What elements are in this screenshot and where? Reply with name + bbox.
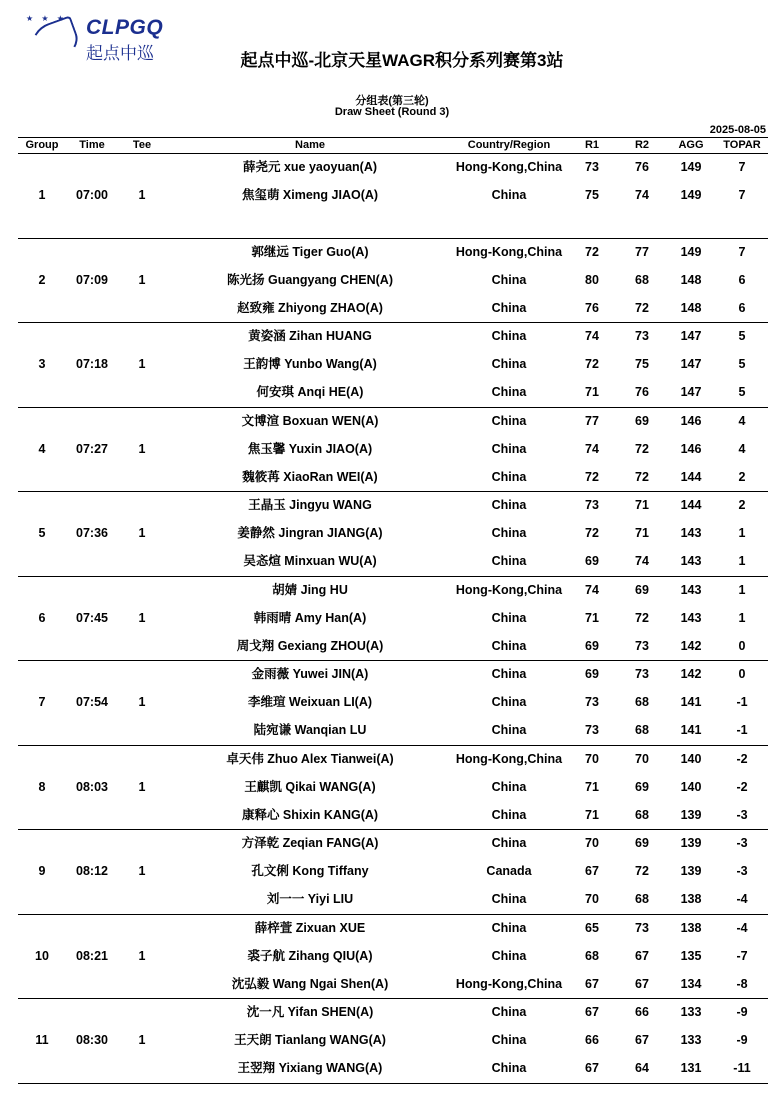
player-topar: 0 [738, 638, 746, 653]
player-agg: 142 [680, 667, 702, 681]
group-tee: 1 [138, 526, 146, 540]
player-r1: 71 [585, 779, 599, 794]
player-country: China [491, 413, 527, 428]
group-group: 7 [38, 695, 46, 709]
player-topar: 5 [738, 385, 746, 400]
player-agg: 149 [680, 244, 702, 259]
player-topar: -8 [736, 976, 748, 991]
subtitle-cn: 分组表(第三轮) [355, 95, 429, 107]
player-name: 王翌翔 Yixiang WANG(A) [237, 1061, 383, 1076]
player-agg: 148 [680, 272, 702, 287]
player-r1: 70 [585, 751, 599, 766]
player-r1: 71 [585, 610, 599, 625]
player-topar: -7 [736, 948, 748, 963]
group-tee: 1 [138, 779, 146, 794]
player-country: Hong-Kong,China [455, 244, 563, 259]
player-topar: 1 [738, 554, 746, 569]
player-name: 何安琪 Anqi HE(A) [256, 385, 364, 400]
player-name: 周戈翔 Gexiang ZHOU(A) [236, 638, 384, 653]
player-topar: 6 [738, 300, 746, 315]
player-agg: 141 [680, 695, 702, 710]
player-name: 沈一凡 Yifan SHEN(A) [246, 1005, 374, 1019]
player-r1: 69 [585, 638, 599, 653]
group-block [18, 829, 768, 915]
group-group: 10 [35, 948, 49, 963]
group-tee: 1 [138, 948, 146, 963]
player-r1: 66 [585, 1033, 599, 1048]
player-r2: 68 [635, 272, 649, 287]
player-topar: 5 [738, 357, 746, 372]
player-topar: -4 [736, 920, 748, 935]
group-time: 08:21 [76, 948, 108, 963]
player-agg: 141 [680, 723, 702, 738]
player-agg: 147 [680, 385, 702, 400]
column-header-time: Time [79, 139, 105, 151]
player-r2: 69 [635, 779, 649, 794]
column-header-group: Group [25, 139, 59, 151]
player-agg: 149 [680, 188, 702, 203]
player-topar: 2 [738, 469, 746, 484]
player-name: 胡婧 Jing HU [272, 582, 348, 597]
player-name: 金雨薇 Yuwei JIN(A) [251, 667, 369, 681]
player-agg: 143 [680, 582, 702, 597]
player-topar: -3 [736, 864, 748, 879]
player-topar: -9 [736, 1033, 748, 1048]
player-country: China [491, 836, 527, 850]
player-r2: 70 [635, 751, 649, 766]
player-name: 陈光扬 Guangyang CHEN(A) [227, 272, 393, 287]
player-r1: 67 [585, 864, 599, 879]
player-r2: 74 [635, 188, 649, 203]
player-r2: 73 [635, 667, 649, 681]
player-r2: 71 [635, 526, 649, 541]
player-r1: 73 [585, 160, 599, 174]
player-r2: 71 [635, 498, 649, 512]
player-r2: 68 [635, 892, 649, 907]
player-r2: 76 [635, 385, 649, 400]
player-topar: -11 [733, 1061, 751, 1076]
player-r2: 66 [635, 1005, 649, 1019]
player-r2: 69 [635, 413, 649, 428]
player-country: Hong-Kong,China [455, 160, 563, 174]
player-country: China [491, 300, 527, 315]
player-topar: 4 [738, 441, 746, 456]
group-group: 4 [38, 441, 46, 456]
player-r1: 72 [585, 469, 599, 484]
player-r1: 67 [585, 976, 599, 991]
player-r1: 72 [585, 526, 599, 541]
player-name: 姜静然 Jingran JIANG(A) [237, 526, 383, 541]
group-time: 08:03 [76, 779, 108, 794]
player-topar: 0 [738, 667, 746, 681]
player-country: China [491, 1033, 527, 1048]
logo-text-en: CLPGQ [86, 16, 164, 39]
stars-icon: ★ ★ ★ [26, 14, 67, 23]
group-time: 07:18 [76, 357, 108, 371]
player-name: 沈弘毅 Wang Ngai Shen(A) [231, 976, 389, 991]
player-r1: 71 [585, 385, 599, 400]
player-name: 薛梓萱 Zixuan XUE [254, 920, 366, 935]
player-country: China [491, 1005, 527, 1019]
date: 2025-08-05 [709, 124, 766, 136]
player-r1: 71 [585, 807, 599, 822]
player-topar: 1 [738, 582, 746, 597]
player-r2: 67 [635, 976, 649, 991]
player-name: 郭继远 Tiger Guo(A) [251, 244, 369, 259]
player-r2: 72 [635, 441, 649, 456]
player-topar: 7 [738, 244, 746, 259]
group-time: 07:09 [76, 272, 108, 287]
player-country: China [491, 272, 527, 287]
player-agg: 144 [680, 498, 702, 512]
group-block [18, 322, 768, 408]
player-country: China [491, 892, 527, 907]
player-topar: -4 [736, 892, 748, 907]
player-r2: 72 [635, 300, 649, 315]
group-group: 1 [38, 188, 46, 202]
player-r1: 70 [585, 836, 599, 850]
player-r2: 68 [635, 723, 649, 738]
player-topar: -1 [736, 695, 748, 710]
group-group: 3 [38, 357, 46, 371]
player-r1: 67 [585, 1005, 599, 1019]
player-country: China [491, 329, 527, 343]
player-agg: 139 [680, 864, 702, 879]
player-name: 刘一一 Yiyi LIU [266, 892, 354, 907]
player-country: China [491, 526, 527, 541]
player-r1: 65 [585, 920, 599, 935]
player-r2: 72 [635, 864, 649, 879]
player-agg: 140 [680, 779, 702, 794]
player-r2: 69 [635, 582, 649, 597]
player-name: 焦玉馨 Yuxin JIAO(A) [247, 441, 373, 456]
player-r1: 80 [585, 272, 599, 287]
group-tee: 1 [138, 357, 146, 371]
player-name: 王麒凯 Qikai WANG(A) [244, 779, 376, 794]
player-agg: 140 [680, 751, 702, 766]
player-r1: 74 [585, 582, 599, 597]
player-r1: 72 [585, 244, 599, 259]
player-name: 魏筱苒 XiaoRan WEI(A) [242, 469, 378, 484]
player-name: 孔文俐 Kong Tiffany [251, 864, 369, 879]
player-topar: 4 [738, 413, 746, 428]
group-time: 07:27 [76, 441, 108, 456]
player-r2: 76 [635, 160, 649, 174]
player-country: China [491, 920, 527, 935]
player-r2: 64 [635, 1061, 649, 1076]
player-country: China [491, 695, 527, 710]
group-tee: 1 [138, 610, 146, 625]
group-tee: 1 [138, 188, 146, 202]
player-name: 赵致雍 Zhiyong ZHAO(A) [237, 300, 383, 315]
player-name: 方泽乾 Zeqian FANG(A) [241, 836, 379, 850]
player-agg: 148 [680, 300, 702, 315]
page-title: 起点中巡-北京天星WAGR积分系列赛第3站 [240, 51, 564, 70]
group-tee: 1 [138, 441, 146, 456]
player-country: China [491, 948, 527, 963]
player-country: China [491, 188, 527, 203]
player-r2: 69 [635, 836, 649, 850]
player-country: China [491, 667, 527, 681]
player-country: China [491, 469, 527, 484]
player-r1: 69 [585, 554, 599, 569]
group-group: 8 [38, 779, 46, 794]
player-r1: 72 [585, 357, 599, 372]
player-agg: 147 [680, 357, 702, 372]
player-name: 卓天伟 Zhuo Alex Tianwei(A) [226, 751, 394, 766]
player-name: 韩雨晴 Amy Han(A) [253, 610, 367, 625]
player-name: 裘子航 Zihang QIU(A) [247, 948, 373, 963]
group-block [18, 660, 768, 746]
group-tee: 1 [138, 695, 146, 709]
group-tee: 1 [138, 272, 146, 287]
player-agg: 133 [680, 1005, 702, 1019]
player-topar: -2 [736, 751, 748, 766]
player-country: China [491, 638, 527, 653]
player-r2: 68 [635, 807, 649, 822]
player-r2: 73 [635, 920, 649, 935]
player-country: China [491, 441, 527, 456]
logo-text-cn: 起点中巡 [86, 44, 154, 63]
group-group: 9 [38, 864, 46, 878]
player-topar: 7 [738, 160, 746, 174]
player-name: 王晶玉 Jingyu WANG [248, 498, 372, 512]
group-group: 5 [38, 526, 46, 540]
player-agg: 146 [680, 413, 702, 428]
player-agg: 147 [680, 329, 702, 343]
subtitle-en: Draw Sheet (Round 3) [334, 106, 450, 118]
column-header-r1: R1 [584, 139, 600, 151]
player-country: Hong-Kong,China [455, 751, 563, 766]
player-r2: 73 [635, 329, 649, 343]
group-block [18, 745, 768, 831]
player-r1: 73 [585, 723, 599, 738]
group-time: 07:00 [76, 188, 108, 202]
player-name: 文博渲 Boxuan WEN(A) [241, 413, 379, 428]
player-topar: -3 [736, 836, 748, 850]
player-name: 康释心 Shixin KANG(A) [241, 807, 379, 822]
player-topar: 7 [738, 188, 746, 203]
column-header-agg: AGG [678, 139, 704, 151]
group-time: 08:12 [76, 864, 108, 878]
column-header-r2: R2 [634, 139, 650, 151]
player-r1: 77 [585, 413, 599, 428]
player-r1: 76 [585, 300, 599, 315]
group-block [18, 998, 768, 1084]
player-agg: 142 [680, 638, 702, 653]
player-r2: 74 [635, 554, 649, 569]
player-topar: -9 [736, 1005, 748, 1019]
player-agg: 139 [680, 807, 702, 822]
group-tee: 1 [138, 864, 146, 878]
player-agg: 138 [680, 920, 702, 935]
player-r1: 74 [585, 329, 599, 343]
player-country: Hong-Kong,China [455, 582, 563, 597]
player-topar: 6 [738, 272, 746, 287]
group-block [18, 153, 768, 239]
player-r1: 73 [585, 498, 599, 512]
player-country: China [491, 554, 527, 569]
player-agg: 149 [680, 160, 702, 174]
group-block [18, 407, 768, 493]
player-name: 陆宛谦 Wanqian LU [253, 723, 367, 738]
player-country: Hong-Kong,China [455, 976, 563, 991]
player-r1: 75 [585, 188, 599, 203]
group-tee: 1 [138, 1033, 146, 1047]
player-r2: 68 [635, 695, 649, 710]
player-agg: 146 [680, 441, 702, 456]
player-topar: -2 [736, 779, 748, 794]
group-time: 07:36 [76, 526, 108, 540]
table-header [18, 137, 768, 154]
player-agg: 139 [680, 836, 702, 850]
player-topar: 1 [738, 526, 746, 541]
player-topar: 5 [738, 329, 746, 343]
player-r2: 77 [635, 244, 649, 259]
player-name: 薛尧元 xue yaoyuan(A) [242, 160, 378, 174]
player-country: China [491, 1061, 527, 1076]
player-r2: 72 [635, 469, 649, 484]
player-country: China [491, 723, 527, 738]
player-agg: 134 [680, 976, 702, 991]
group-block [18, 914, 768, 1000]
player-r1: 67 [585, 1061, 599, 1076]
column-header-tee: Tee [132, 139, 152, 151]
player-r2: 75 [635, 357, 649, 372]
group-time: 08:30 [76, 1033, 108, 1047]
player-country: China [491, 807, 527, 822]
group-group: 2 [38, 272, 46, 287]
player-country: China [491, 610, 527, 625]
player-name: 黄姿涵 Zihan HUANG [248, 329, 372, 343]
column-header-topar: TOPAR [723, 139, 761, 151]
player-name: 李维瑄 Weixuan LI(A) [247, 695, 373, 710]
group-block [18, 238, 768, 324]
group-group: 11 [35, 1033, 49, 1047]
group-time: 07:45 [76, 610, 108, 625]
player-topar: -3 [736, 807, 748, 822]
group-block [18, 576, 768, 662]
group-block [18, 491, 768, 577]
group-group: 6 [38, 610, 46, 625]
player-agg: 143 [680, 554, 702, 569]
player-country: China [491, 498, 527, 512]
player-agg: 131 [680, 1061, 702, 1076]
column-header-country: Country/Region [467, 139, 551, 151]
player-name: 吴忞煊 Minxuan WU(A) [243, 554, 377, 569]
player-agg: 133 [680, 1033, 702, 1048]
group-time: 07:54 [76, 695, 108, 709]
player-r1: 74 [585, 441, 599, 456]
player-country: China [491, 779, 527, 794]
player-r1: 73 [585, 695, 599, 710]
player-country: China [491, 357, 527, 372]
player-topar: 1 [738, 610, 746, 625]
player-r1: 69 [585, 667, 599, 681]
player-r2: 72 [635, 610, 649, 625]
column-header-name: Name [295, 139, 325, 151]
player-topar: 2 [738, 498, 746, 512]
player-r1: 70 [585, 892, 599, 907]
player-r2: 67 [635, 1033, 649, 1048]
player-name: 王天朗 Tianlang WANG(A) [234, 1033, 386, 1048]
player-agg: 135 [680, 948, 702, 963]
player-name: 焦玺萌 Ximeng JIAO(A) [241, 188, 379, 203]
player-r1: 68 [585, 948, 599, 963]
player-agg: 138 [680, 892, 702, 907]
player-country: China [491, 385, 527, 400]
player-r2: 73 [635, 638, 649, 653]
player-name: 王韵博 Yunbo Wang(A) [243, 357, 377, 372]
player-r2: 67 [635, 948, 649, 963]
player-agg: 144 [680, 469, 702, 484]
player-agg: 143 [680, 610, 702, 625]
player-topar: -1 [736, 723, 748, 738]
player-agg: 143 [680, 526, 702, 541]
player-country: Canada [486, 864, 532, 879]
